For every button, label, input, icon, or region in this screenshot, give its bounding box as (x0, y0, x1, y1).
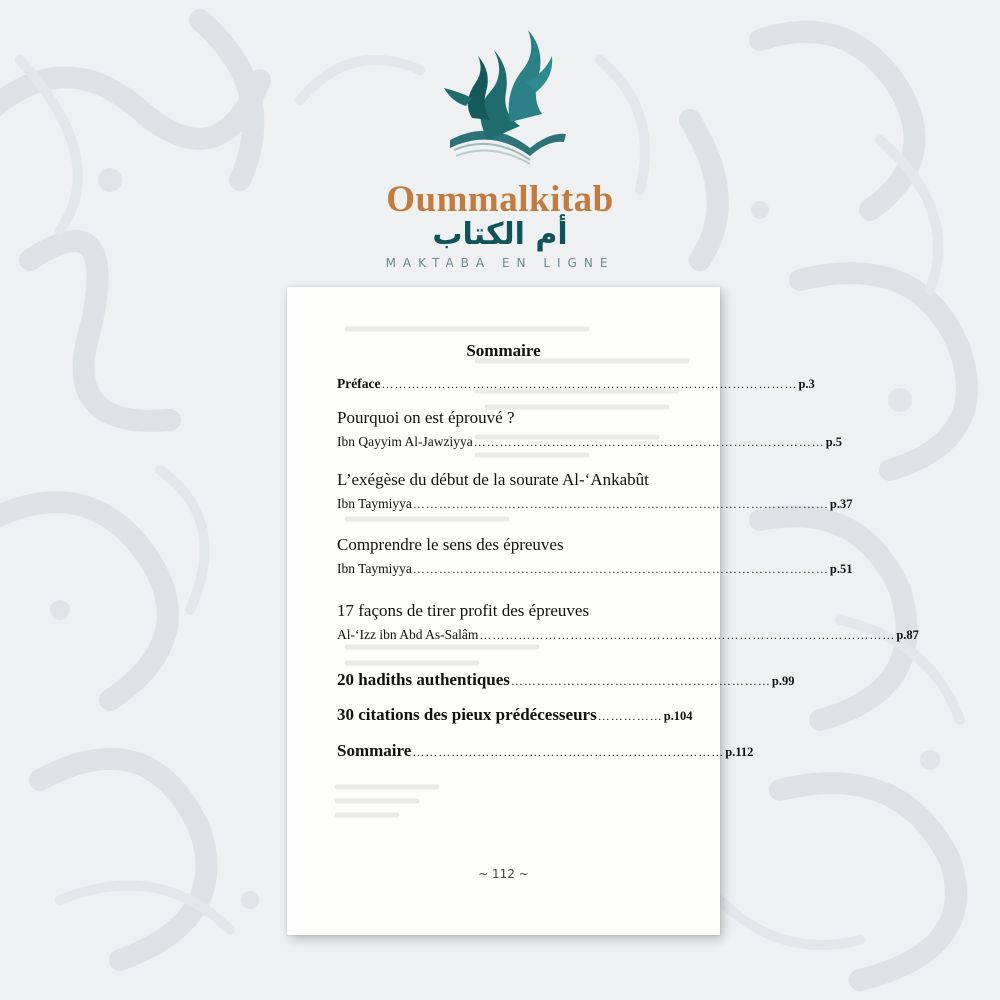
book-page (287, 287, 919, 935)
calligraphy-book-logo-icon (432, 22, 572, 182)
entry-title: Pourquoi on est éprouvé ? (337, 408, 515, 427)
toc-entry (337, 408, 843, 450)
brand-name-arabic: أم الكتاب (432, 217, 568, 252)
entry-title: L’exégèse du début de la sourate Al-‘Ankabût (337, 470, 649, 489)
brand-tagline: MAKTABA EN LIGNE (385, 256, 615, 270)
preface-label: Préface (337, 376, 381, 391)
dot-leader: ……………………………………………………………… (412, 745, 725, 759)
page-number: ~ 112 ~ (478, 867, 529, 881)
citations-label: 30 citations des pieux prédécesseurs (337, 705, 597, 724)
toc-hadiths (337, 670, 795, 690)
toc-sommaire (337, 741, 754, 761)
entry-author: Al-‘Izz ibn Abd As-Salâm (337, 627, 479, 642)
entry-title: 17 façons de tirer profit des épreuves (337, 601, 590, 620)
hadiths-label: 20 hadiths authentiques (337, 670, 510, 689)
hadiths-page: p.99 (771, 674, 795, 688)
toc-entry (337, 601, 919, 643)
toc-entry (337, 535, 853, 577)
sommaire-page: p.112 (725, 745, 754, 759)
toc-citations (337, 705, 693, 725)
preface-page: p.3 (798, 377, 815, 391)
dot-leader: …………………………………………………………………………………… (412, 497, 829, 511)
toc-entry (337, 470, 853, 512)
toc-heading: Sommaire (466, 341, 541, 360)
dot-leader: …………………………………………………… (510, 674, 771, 688)
dot-leader: …………………………………………………………………………………… (381, 377, 798, 391)
toc-preface (337, 376, 815, 392)
citations-page: p.104 (663, 709, 693, 723)
brand-logo (0, 0, 1000, 280)
sommaire-label: Sommaire (337, 741, 412, 760)
entry-page: p.51 (829, 562, 853, 576)
entry-page: p.87 (896, 628, 919, 642)
entry-page: p.37 (829, 497, 853, 511)
dot-leader: ……………………………………………………………………… (473, 435, 825, 449)
entry-author: Ibn Taymiyya (337, 561, 412, 576)
dot-leader: …………………………………………………………………………………… (412, 562, 829, 576)
entry-title: Comprendre le sens des épreuves (337, 535, 564, 554)
entry-author: Ibn Taymiyya (337, 496, 412, 511)
dot-leader: …………… (597, 709, 663, 723)
dot-leader: …………………………………………………………………………………… (479, 628, 896, 642)
entry-author: Ibn Qayyim Al-Jawziyya (337, 434, 473, 449)
entry-page: p.5 (825, 435, 843, 449)
brand-name-latin: Oummalkitab (386, 179, 614, 220)
